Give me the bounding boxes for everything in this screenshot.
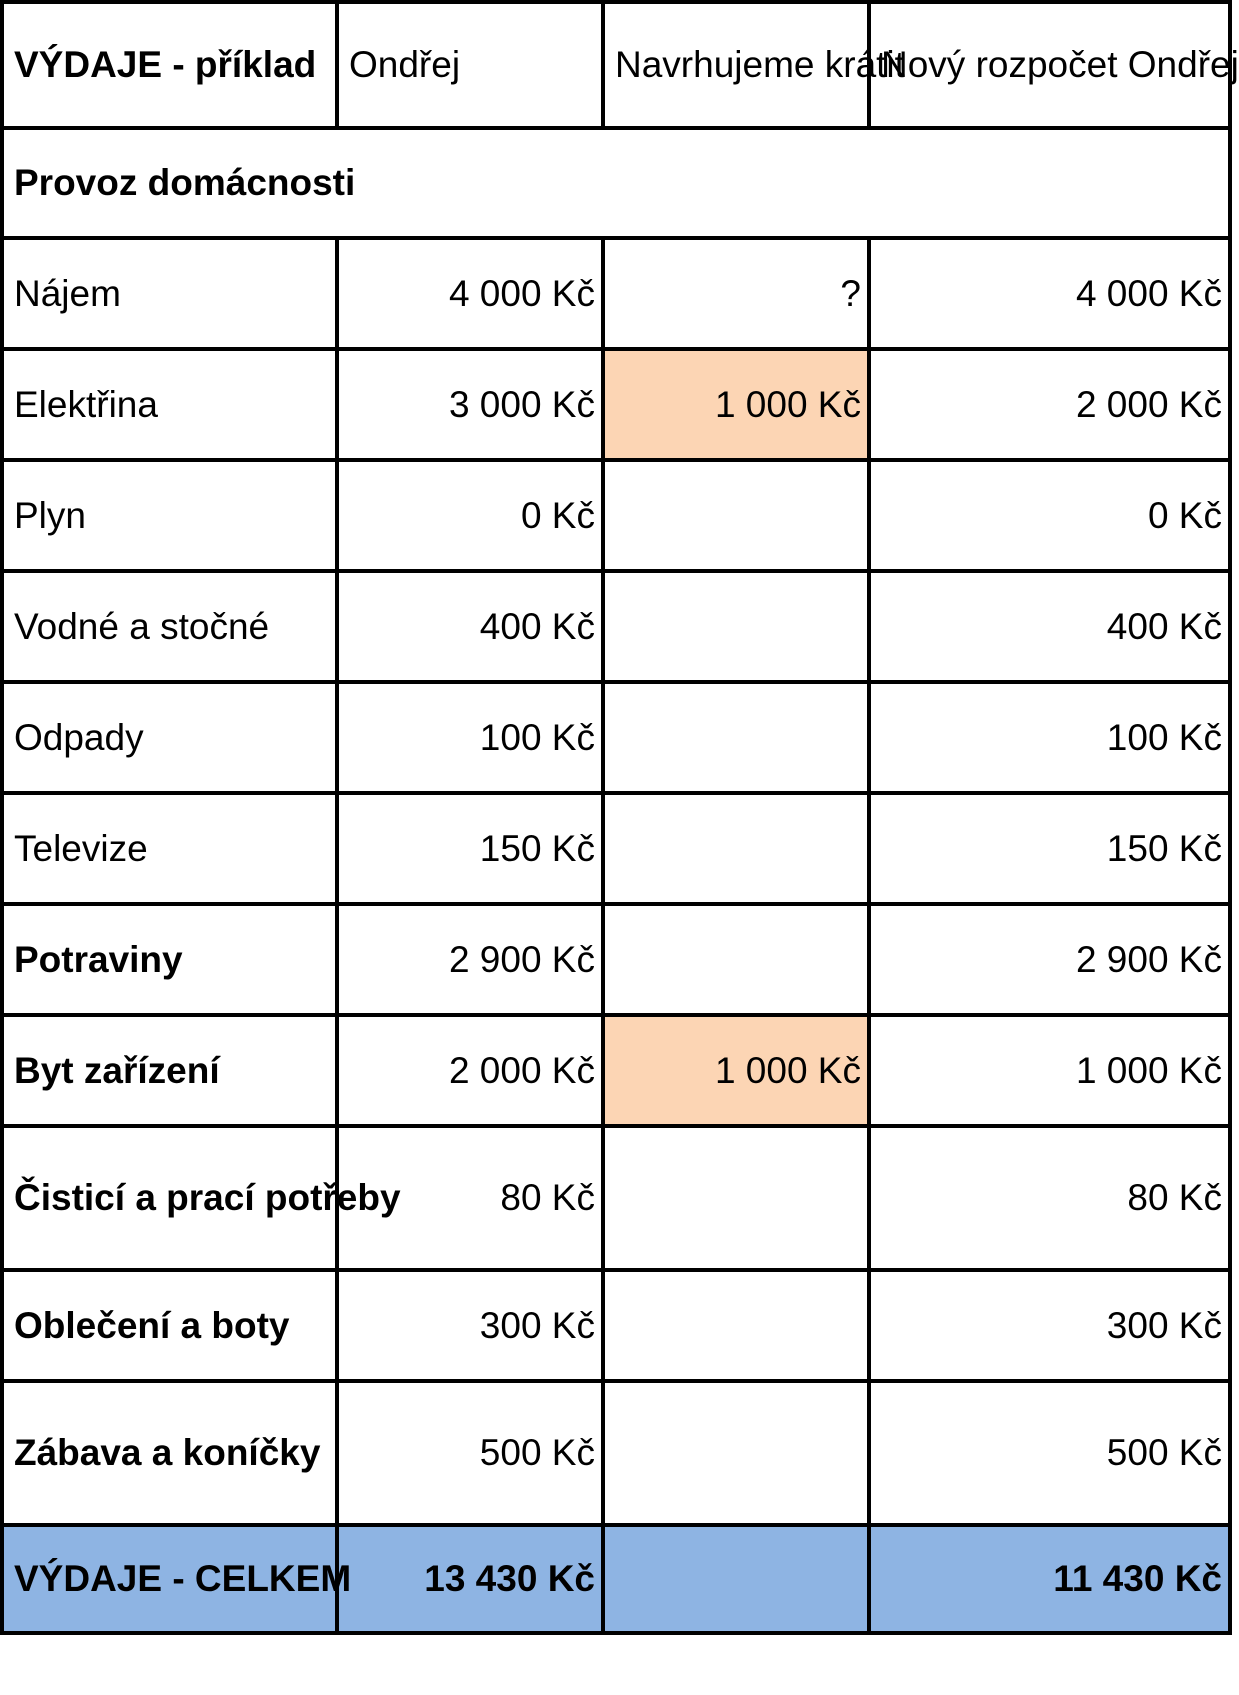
row-new-value: 2 000 Kč	[869, 349, 1230, 460]
row-label: Vodné a stočné	[2, 571, 337, 682]
row-cut-value	[603, 793, 869, 904]
table-row	[2, 1126, 1230, 1270]
row-new-value: 0 Kč	[869, 460, 1230, 571]
row-label: Televize	[2, 793, 337, 904]
row-cut-value	[603, 460, 869, 571]
table-row	[2, 1270, 1230, 1381]
row-cut-value	[603, 682, 869, 793]
row-new-value: 150 Kč	[869, 793, 1230, 904]
header-cut-cell: Navrhujeme krátit	[603, 2, 869, 128]
table-row	[2, 571, 1230, 682]
row-label: Odpady	[2, 682, 337, 793]
total-row	[2, 1525, 1230, 1633]
row-new-value: 400 Kč	[869, 571, 1230, 682]
row-label: Čisticí a prací potřeby	[2, 1126, 337, 1270]
table-row	[2, 349, 1230, 460]
header-label-cell: VÝDAJE - příklad	[2, 2, 337, 128]
row-label: Nájem	[2, 238, 337, 349]
total-cut-value	[603, 1525, 869, 1633]
row-current-value: 0 Kč	[337, 460, 603, 571]
header-row	[2, 2, 1230, 128]
table-row	[2, 682, 1230, 793]
row-current-value: 100 Kč	[337, 682, 603, 793]
row-label: Elektřina	[2, 349, 337, 460]
table-row	[2, 1015, 1230, 1126]
header-current-cell: Ondřej	[337, 2, 603, 128]
row-new-value: 80 Kč	[869, 1126, 1230, 1270]
row-new-value: 500 Kč	[869, 1381, 1230, 1525]
row-current-value: 2 900 Kč	[337, 904, 603, 1015]
row-new-value: 1 000 Kč	[869, 1015, 1230, 1126]
row-cut-value: 1 000 Kč	[603, 349, 869, 460]
row-current-value: 2 000 Kč	[337, 1015, 603, 1126]
total-current-value: 13 430 Kč	[337, 1525, 603, 1633]
header-new-cell: Nový rozpočet Ondřej	[869, 2, 1230, 128]
row-cut-value: 1 000 Kč	[603, 1015, 869, 1126]
table-row	[2, 793, 1230, 904]
table-row	[2, 904, 1230, 1015]
row-current-value: 4 000 Kč	[337, 238, 603, 349]
table-row	[2, 1381, 1230, 1525]
total-new-value: 11 430 Kč	[869, 1525, 1230, 1633]
table-row	[2, 460, 1230, 571]
row-label: Oblečení a boty	[2, 1270, 337, 1381]
section-row	[2, 128, 1230, 238]
row-current-value: 3 000 Kč	[337, 349, 603, 460]
row-label: Byt zařízení	[2, 1015, 337, 1126]
table-row	[2, 238, 1230, 349]
section-title: Provoz domácnosti	[2, 128, 1230, 238]
row-current-value: 500 Kč	[337, 1381, 603, 1525]
row-cut-value	[603, 1270, 869, 1381]
row-current-value: 150 Kč	[337, 793, 603, 904]
row-current-value: 400 Kč	[337, 571, 603, 682]
row-cut-value	[603, 571, 869, 682]
row-cut-value	[603, 1381, 869, 1525]
row-current-value: 300 Kč	[337, 1270, 603, 1381]
row-new-value: 2 900 Kč	[869, 904, 1230, 1015]
row-cut-value: ?	[603, 238, 869, 349]
total-label: VÝDAJE - CELKEM	[2, 1525, 337, 1633]
row-new-value: 100 Kč	[869, 682, 1230, 793]
row-label: Zábava a koníčky	[2, 1381, 337, 1525]
row-label: Potraviny	[2, 904, 337, 1015]
row-cut-value	[603, 904, 869, 1015]
row-label: Plyn	[2, 460, 337, 571]
row-current-value: 80 Kč	[337, 1126, 603, 1270]
row-new-value: 4 000 Kč	[869, 238, 1230, 349]
row-cut-value	[603, 1126, 869, 1270]
row-new-value: 300 Kč	[869, 1270, 1230, 1381]
